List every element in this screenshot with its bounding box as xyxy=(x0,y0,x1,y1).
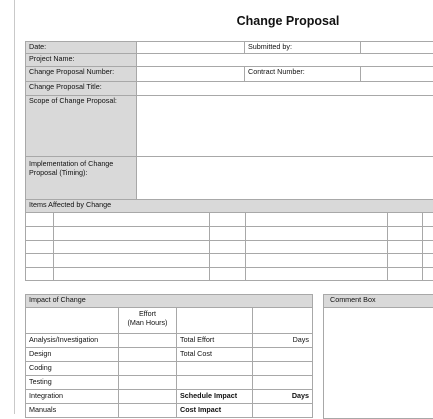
cost-impact-label: Cost Impact xyxy=(176,403,253,418)
impact-header: Impact of Change xyxy=(25,294,313,308)
items-cell[interactable] xyxy=(25,253,54,268)
cp-number-label: Change Proposal Number: xyxy=(25,66,137,82)
cp-number-field[interactable] xyxy=(136,66,245,82)
items-cell[interactable] xyxy=(422,212,433,227)
project-name-label: Project Name: xyxy=(25,53,137,67)
impact-summary-cell xyxy=(252,307,313,334)
impact-row-label: Analysis/Investigation xyxy=(25,333,119,348)
items-cell[interactable] xyxy=(209,240,246,254)
effort-field[interactable] xyxy=(118,403,177,418)
project-name-field[interactable] xyxy=(136,53,433,67)
items-cell[interactable] xyxy=(245,240,388,254)
date-label: Date: xyxy=(25,41,137,54)
items-cell[interactable] xyxy=(53,240,210,254)
impact-row-label: Design xyxy=(25,347,119,362)
effort-field[interactable] xyxy=(118,361,177,376)
impact-corner-cell xyxy=(25,307,119,334)
items-affected-header: Items Affected by Change xyxy=(25,199,433,213)
items-cell[interactable] xyxy=(245,212,388,227)
comment-box-field[interactable] xyxy=(323,307,433,419)
cost-impact-field[interactable] xyxy=(252,403,313,418)
impact-row-label: Coding xyxy=(25,361,119,376)
items-cell[interactable] xyxy=(25,212,54,227)
total-effort-label: Total Effort xyxy=(176,333,253,348)
items-cell[interactable] xyxy=(422,226,433,241)
items-cell[interactable] xyxy=(387,212,423,227)
schedule-impact-days[interactable]: Days xyxy=(252,389,313,404)
impact-row-label: Manuals xyxy=(25,403,119,418)
items-cell[interactable] xyxy=(209,226,246,241)
effort-field[interactable] xyxy=(118,389,177,404)
items-cell[interactable] xyxy=(53,267,210,281)
cp-title-field[interactable] xyxy=(136,81,433,96)
implementation-label: Implementation of Change Proposal (Timing): xyxy=(25,156,137,200)
total-cost-field[interactable] xyxy=(252,347,313,362)
total-cost-label: Total Cost xyxy=(176,347,253,362)
items-cell[interactable] xyxy=(25,240,54,254)
margin-rule xyxy=(14,0,15,414)
page-title: Change Proposal xyxy=(236,14,340,28)
impact-summary-cell xyxy=(176,375,253,390)
impact-summary-cell xyxy=(176,361,253,376)
effort-field[interactable] xyxy=(118,347,177,362)
items-cell[interactable] xyxy=(387,226,423,241)
cp-title-label: Change Proposal Title: xyxy=(25,81,137,96)
items-cell[interactable] xyxy=(422,253,433,268)
impact-summary-cell xyxy=(252,375,313,390)
effort-field[interactable] xyxy=(118,333,177,348)
items-cell[interactable] xyxy=(387,253,423,268)
contract-number-field[interactable] xyxy=(360,66,433,82)
items-cell[interactable] xyxy=(25,226,54,241)
effort-field[interactable] xyxy=(118,375,177,390)
items-cell[interactable] xyxy=(245,226,388,241)
contract-number-label: Contract Number: xyxy=(244,66,361,82)
impact-summary-cell xyxy=(176,307,253,334)
schedule-impact-label: Schedule Impact xyxy=(176,389,253,404)
scope-field[interactable] xyxy=(136,95,433,157)
impact-row-label: Integration xyxy=(25,389,119,404)
items-cell[interactable] xyxy=(245,253,388,268)
items-cell[interactable] xyxy=(53,253,210,268)
items-cell[interactable] xyxy=(245,267,388,281)
impact-summary-cell xyxy=(252,361,313,376)
items-cell[interactable] xyxy=(387,267,423,281)
implementation-field[interactable] xyxy=(136,156,433,200)
items-cell[interactable] xyxy=(387,240,423,254)
items-cell[interactable] xyxy=(209,267,246,281)
items-cell[interactable] xyxy=(422,267,433,281)
items-cell[interactable] xyxy=(53,212,210,227)
scope-label: Scope of Change Proposal: xyxy=(25,95,137,157)
items-cell[interactable] xyxy=(53,226,210,241)
effort-column-header: Effort (Man Hours) xyxy=(118,307,177,334)
items-cell[interactable] xyxy=(25,267,54,281)
items-cell[interactable] xyxy=(209,212,246,227)
comment-box-header: Comment Box xyxy=(323,294,433,308)
submitted-by-label: Submitted by: xyxy=(244,41,361,54)
items-cell[interactable] xyxy=(422,240,433,254)
items-cell[interactable] xyxy=(209,253,246,268)
impact-row-label: Testing xyxy=(25,375,119,390)
total-effort-days[interactable]: Days xyxy=(252,333,313,348)
